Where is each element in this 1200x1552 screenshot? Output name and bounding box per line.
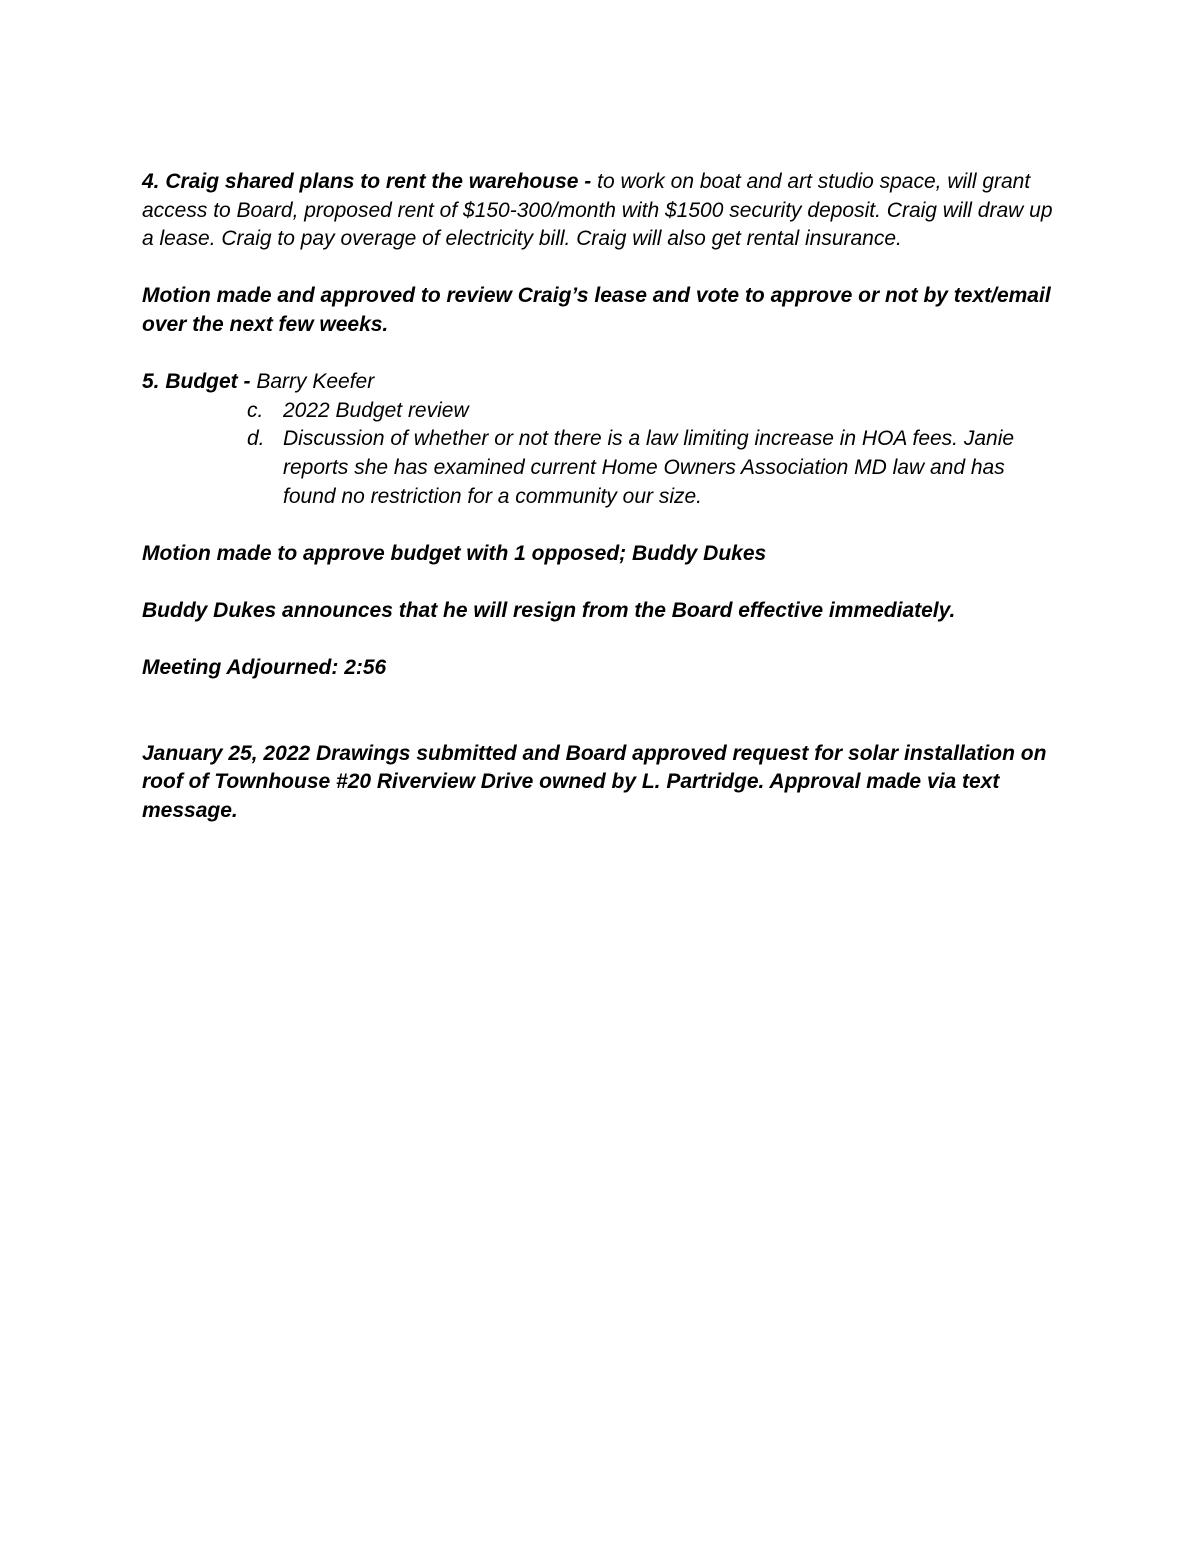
section-4-heading: 4. Craig shared plans to rent the warehouse - — [142, 170, 592, 193]
resignation-note: Buddy Dukes announces that he will resign from the Board effective immediately. — [142, 598, 956, 622]
meeting-adjourned: Meeting Adjourned: 2:56 — [142, 656, 387, 680]
section-5-paragraph — [142, 368, 1062, 397]
list-item-text: Discussion of whether or not there is a law limiting increase in HOA fees. Janie reports she has examined current Home Owners Association MD law and has found no restriction for a community our size. — [283, 427, 1015, 508]
motion-budget: Motion made to approve budget with 1 opposed; Buddy Dukes — [142, 541, 767, 565]
minutes-page — [142, 168, 1062, 826]
budget-sublist — [142, 397, 1062, 511]
list-item-marker: d. — [247, 427, 265, 451]
list-item-marker: c. — [247, 398, 264, 422]
section-4-body: to work on boat and art studio space, will grant access to Board, proposed rent of $150-300/month with $1500 security deposit. Craig will draw up a lease. Craig to pay overage of electricity bill. Craig will also get rental insurance. — [142, 170, 1053, 251]
section-5-presenter: Barry Keefer — [250, 370, 375, 394]
motion-lease: Motion made and approved to review Craig’s lease and vote to approve or not by text/email over the next few weeks. — [142, 284, 1051, 336]
solar-approval-note: January 25, 2022 Drawings submitted and Board approved request for solar installation on roof of Townhouse #20 Riverview Drive owned by L. Partridge. Approval made via text message. — [142, 741, 1047, 823]
list-item — [142, 397, 1062, 426]
section-4-paragraph — [142, 168, 1062, 254]
section-5-heading: 5. Budget - — [142, 370, 251, 394]
list-item-text: 2022 Budget review — [283, 398, 469, 422]
list-item — [142, 425, 1062, 511]
